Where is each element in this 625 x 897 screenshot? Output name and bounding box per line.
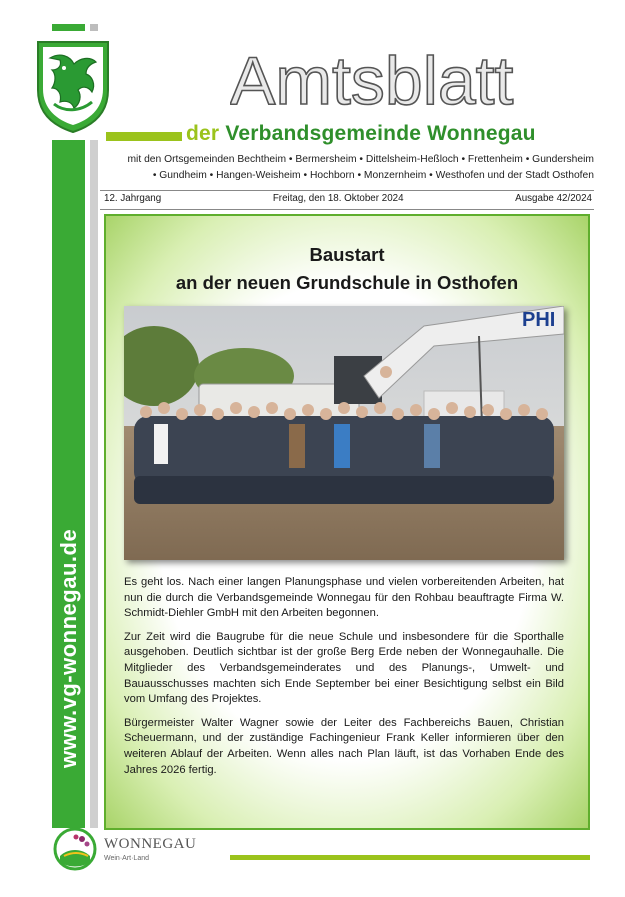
article-body (124, 575, 564, 786)
photo-machine-brand-text: PHI (522, 309, 556, 331)
article-paragraph-3: Bürgermeister Walter Wagner sowie der Leiter des Fachbereichs Bauen, Christian Scheuermann, und der zuständige Fachingenieur Frank Keller informieren über den weiteren Ablauf der Arbeiten. Wenn alles nach Plan läuft, ist das Vorhaben Ende des Jahres 2026 fertig. (124, 716, 564, 776)
subtitle-main: Verbandsgemeinde Wonnegau (225, 122, 536, 145)
headline-line-1: Baustart (309, 244, 385, 265)
footer-brand: WONNEGAU (104, 836, 197, 852)
title-rule (106, 132, 182, 141)
top-accent-bar-grey (90, 24, 98, 31)
photo-illustration (124, 306, 564, 560)
article-paragraph-1: Es geht los. Nach einer langen Planungsphase und vielen vorbereitenden Arbeiten, hat nun die durch die Verbandsgemeinde Wonnegau für den Rohbau beauftragte Firma W. Schmidt-Diehler GmbH mit den Arbeiten begonnen. (124, 576, 564, 620)
coat-of-arms-dragon-icon (34, 38, 112, 134)
top-accent-bar-green (52, 24, 85, 31)
masthead-title (230, 42, 590, 112)
municipalities-line-2: • Gundheim • Hangen-Weisheim • Hochborn • Monzernheim • Westhofen und der Stadt Osthofen (152, 169, 594, 181)
masthead-subtitle (186, 122, 536, 146)
subtitle-prefix: der (186, 122, 220, 145)
masthead-title-text: Amtsblatt (230, 43, 514, 112)
side-bar-grey (90, 140, 98, 828)
wonnegau-logo-icon (52, 826, 98, 872)
issue-meta-row (104, 193, 592, 204)
side-website-url[interactable] (54, 500, 84, 770)
headline-line-2: an der neuen Grundschule in Osthofen (175, 272, 519, 293)
footer-rule (230, 855, 590, 860)
municipalities-line-1: mit den Ortsgemeinden Bechtheim • Bermersheim • Dittelsheim-Heßloch • Frettenheim • Gundersheim (127, 154, 594, 165)
meta-divider-bottom (100, 209, 594, 210)
meta-divider-top (100, 190, 594, 191)
article-paragraph-2: Zur Zeit wird die Baugrube für die neue Schule und insbesondere für die Sporthalle ausgehoben. Deutlich sichtbar ist der große Berg Erde neben der Wonnegauhalle. Die Mitglieder des Verbandsgemeinderates und des Planungs-, Umwelt- und Bauausschusses machten sich Ende September bei einer Besichtigung selbst ein Bild vom Umfang des Projektes. (124, 630, 564, 706)
issue-date: Freitag, den 18. Oktober 2024 (272, 193, 404, 204)
volume-label: 12. Jahrgang (104, 193, 162, 204)
article-photo-group-at-construction-site (124, 306, 564, 560)
footer-tagline: Wein·Art·Land (104, 855, 150, 862)
side-website-url-text[interactable]: www.vg-wonnegau.de (56, 528, 81, 768)
municipalities-list (112, 152, 594, 183)
article-headline (104, 241, 590, 297)
issue-number: Ausgabe 42/2024 (515, 193, 592, 204)
